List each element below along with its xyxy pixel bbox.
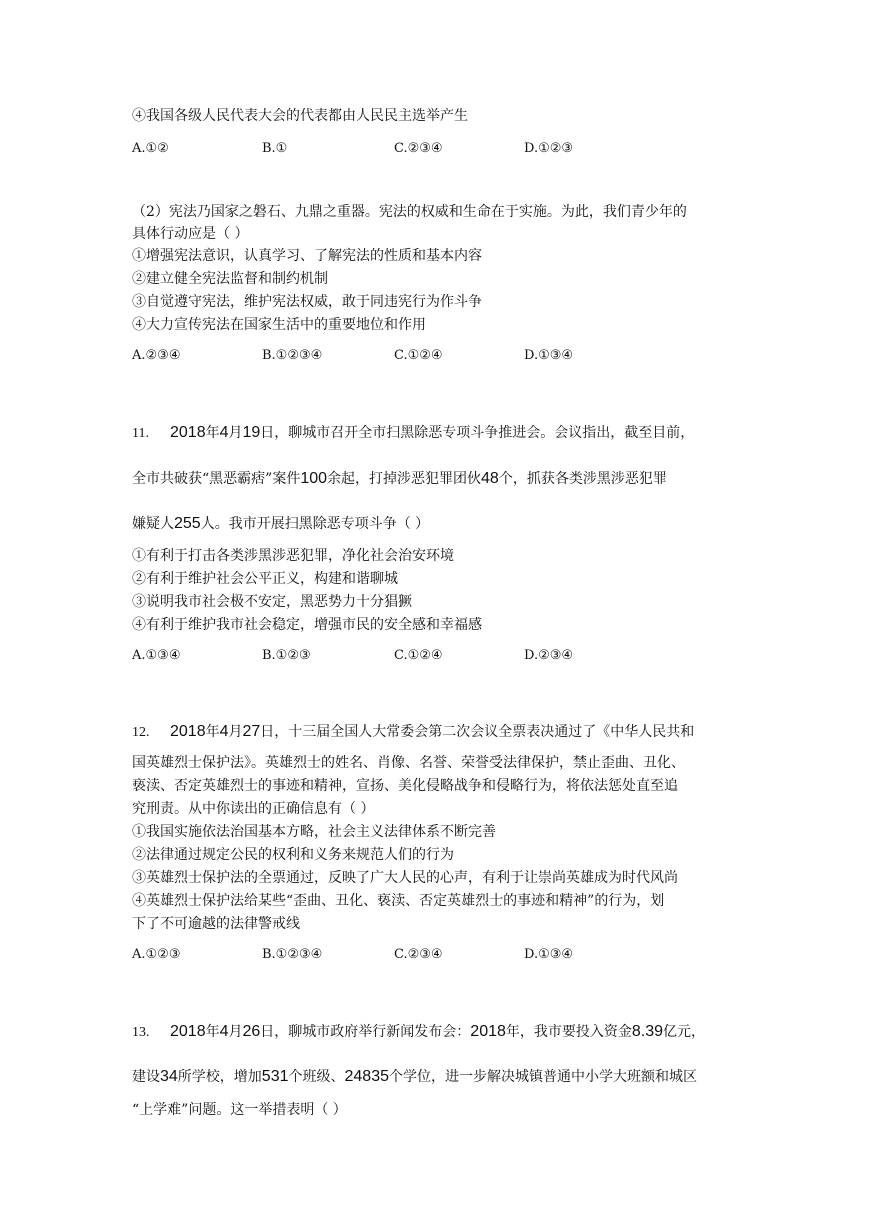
q13-classes: 531: [261, 1068, 289, 1085]
q11-stem-line2: [132, 469, 667, 489]
q13-text: 所学校，增加: [177, 1069, 262, 1085]
q10-sub2-statement-3: ③自觉遵守宪法，维护宪法权威，敢于同违宪行为作斗争: [132, 294, 482, 310]
q13-day: 26: [242, 1023, 261, 1040]
q13-funds: 8.39: [631, 1023, 664, 1040]
q11-year: 2018: [170, 424, 206, 441]
q13-text: 月: [228, 1024, 243, 1040]
q13-text: 日，聊城市政府举行新闻发布会：: [260, 1024, 471, 1040]
q11-suspects: 255: [174, 515, 201, 532]
q10-sub2-option-c: C.①②④: [394, 348, 443, 363]
q11-text: 嫌疑人: [132, 516, 174, 532]
q11-text: 人。我市开展扫黑除恶专项斗争（ ）: [200, 516, 430, 532]
q13-stem-line1: [132, 1022, 705, 1043]
q13-seats: 24835: [344, 1068, 389, 1085]
q11-option-d: D.②③④: [524, 648, 574, 663]
q12-line: 亵渎、否定英雄烈士的事迹和精神，宣扬、美化侵略战争和侵略行为，将依法惩处直至追: [132, 778, 678, 794]
q13-text: 建设: [132, 1069, 160, 1085]
q11-text: 日，聊城市召开全市扫黑除恶专项斗争推进会。会议指出，截至目前，: [260, 425, 695, 441]
q10-option-b: B.①: [262, 141, 288, 156]
q10-option-a: A.①②: [132, 141, 169, 156]
q13-year2: 2018: [470, 1023, 506, 1040]
q11-stem-line3: [132, 514, 429, 534]
q11-day: 19: [242, 424, 261, 441]
q10-sub2-statement-1: ①增强宪法意识，认真学习、了解宪法的性质和基本内容: [132, 248, 482, 264]
q12-text: 年: [205, 724, 220, 740]
q12-text: 月: [228, 724, 243, 740]
q12-line: 国英雄烈士保护法》。英雄烈士的姓名、肖像、名誉、荣誉受法律保护，禁止歪曲、丑化、: [132, 755, 685, 771]
q13-month: 4: [219, 1023, 229, 1040]
q12-statement-2: ②法律通过规定公民的权利和义务来规范人们的行为: [132, 847, 454, 863]
q12-option-d: D.①③④: [524, 947, 574, 962]
q13-stem-line2: [132, 1067, 697, 1087]
q11-text: 月: [228, 425, 243, 441]
q11-gangs: 48: [481, 470, 499, 487]
q12-statement-4-cont: 下了不可逾越的法律警戒线: [132, 916, 300, 932]
q11-text: 余起，打掉涉恶犯罪团伙: [327, 471, 482, 487]
q12-option-b: B.①②③④: [262, 947, 323, 962]
q11-option-a: A.①③④: [132, 648, 181, 663]
q12-options: [132, 945, 752, 965]
q12-statement-4: ④英雄烈士保护法给某些“歪曲、丑化、亵渎、否定英雄烈士的事迹和精神”的行为，划: [132, 893, 665, 909]
q13-number: 13.: [132, 1025, 150, 1040]
q13-text: 个班级、: [288, 1069, 345, 1085]
q11-stem-line1: [132, 423, 694, 444]
q13-stem-line3: “上学难”问题。这一举措表明（ ）: [132, 1102, 347, 1118]
q11-statement-1: ①有利于打击各类涉黑涉恶犯罪，净化社会治安环境: [132, 548, 454, 564]
q10-option-d: D.①②③: [524, 141, 574, 156]
q10-statement-4: ④我国各级人民代表大会的代表都由人民民主选举产生: [132, 108, 468, 124]
q11-statement-3: ③说明我市社会极不安定，黑恶势力十分猖獗: [132, 594, 412, 610]
q11-month: 4: [219, 424, 229, 441]
q10-sub2-stem-line2: 具体行动应是（ ）: [132, 226, 249, 242]
q12-line: 究刑责。从中你读出的正确信息有（ ）: [132, 801, 375, 817]
q10-sub2-stem-line1: （2）宪法乃国家之磐石、九鼎之重器。宪法的权威和生命在于实施。为此，我们青少年的: [132, 204, 687, 220]
q10-sub2-statement-2: ②建立健全宪法监督和制约机制: [132, 271, 328, 287]
q11-statement-4: ④有利于维护我市社会稳定，增强市民的安全感和幸福感: [132, 617, 482, 633]
q11-text: 全市共破获“黑恶霸痞”案件: [132, 471, 301, 487]
q10-sub2-option-a: A.②③④: [132, 348, 181, 363]
q11-statement-2: ②有利于维护社会公平正义，构建和谐聊城: [132, 571, 398, 587]
q11-text: 个，抓获各类涉黑涉恶犯罪: [498, 471, 667, 487]
q12-statement-1: ①我国实施依法治国基本方略，社会主义法律体系不断完善: [132, 824, 496, 840]
q12-text: 日，十三届全国人大常委会第二次会议全票表决通过了《中华人民共和: [260, 724, 695, 740]
q11-text: 年: [205, 425, 220, 441]
q10-options: [132, 139, 752, 159]
q13-text: 年: [205, 1024, 220, 1040]
q10-sub2-options: [132, 346, 752, 366]
q10-sub2-statement-4: ④大力宣传宪法在国家生活中的重要地位和作用: [132, 317, 426, 333]
q10-sub2-option-d: D.①③④: [524, 348, 574, 363]
q13-text: 个学位，进一步解决城镇普通中小学大班额和城区: [389, 1069, 697, 1085]
q13-text: 亿元，: [663, 1024, 706, 1040]
q12-statement-3: ③英雄烈士保护法的全票通过，反映了广大人民的心声，有利于让崇尚英雄成为时代风尚: [132, 870, 678, 886]
q12-day: 27: [242, 723, 261, 740]
q13-text: 年，我市要投入资金: [505, 1024, 632, 1040]
q11-option-b: B.①②③: [262, 648, 311, 663]
q11-options: [132, 646, 752, 666]
q12-month: 4: [219, 723, 229, 740]
q13-schools: 34: [160, 1068, 178, 1085]
q12-year: 2018: [170, 723, 206, 740]
q12-stem-line1: [132, 722, 694, 743]
q13-year: 2018: [170, 1023, 206, 1040]
q11-number: 11.: [132, 426, 149, 441]
q12-option-a: A.①②③: [132, 947, 181, 962]
q10-sub2-option-b: B.①②③④: [262, 348, 323, 363]
q11-option-c: C.①②④: [394, 648, 443, 663]
q12-number: 12.: [132, 725, 150, 740]
q12-option-c: C.②③④: [394, 947, 443, 962]
q10-option-c: C.②③④: [394, 141, 443, 156]
q11-cases: 100: [300, 470, 328, 487]
